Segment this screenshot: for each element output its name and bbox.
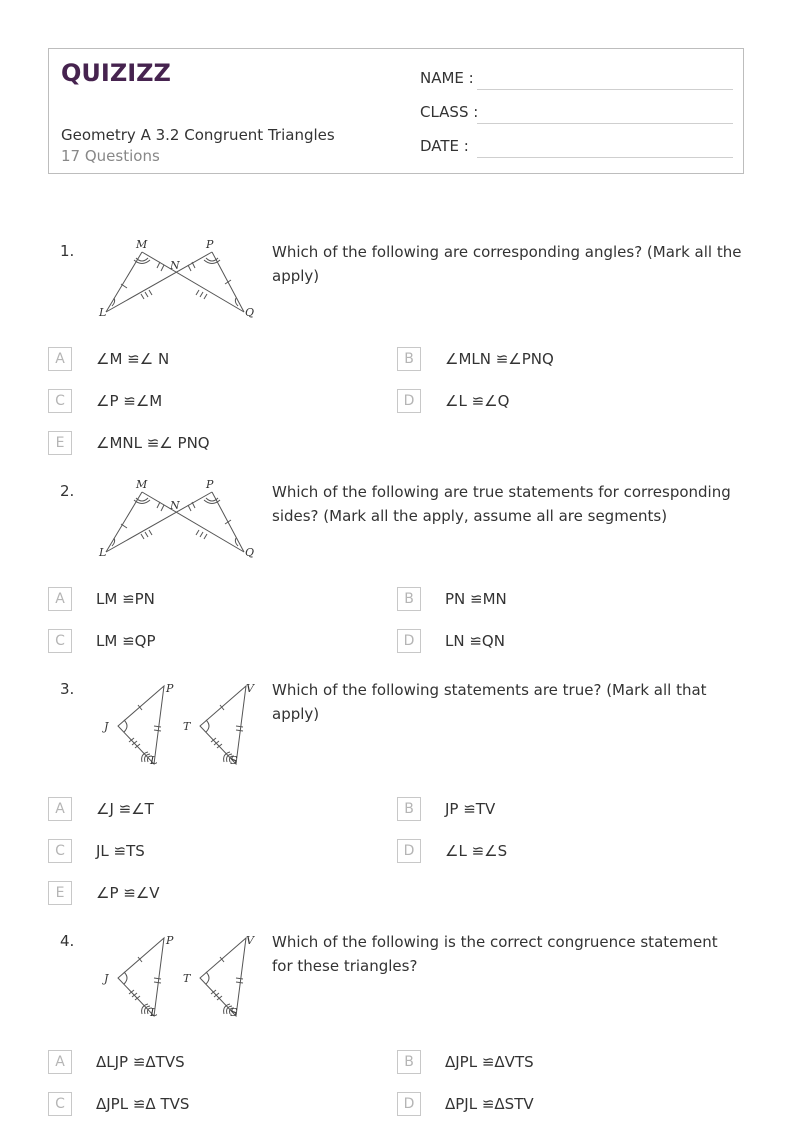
- label-p: P: [206, 478, 214, 491]
- question-2-number: 2.: [60, 482, 75, 500]
- label-v: V: [246, 934, 254, 947]
- q4-option-b-letter[interactable]: B: [397, 1050, 421, 1074]
- name-field[interactable]: [477, 89, 733, 90]
- question-1-text: Which of the following are corresponding angles? (Mark all the apply): [272, 243, 742, 285]
- two-triangles-figure: [96, 676, 266, 776]
- label-j: J: [104, 972, 109, 985]
- label-p: P: [166, 682, 174, 695]
- label-s: S: [230, 1006, 238, 1019]
- label-j: J: [104, 720, 109, 733]
- label-t: T: [183, 720, 191, 733]
- question-3-number: 3.: [60, 680, 75, 698]
- q3-option-a-text[interactable]: ∠J ≌∠T: [96, 800, 154, 818]
- q2-option-c-letter[interactable]: C: [48, 629, 72, 653]
- q4-option-d-letter[interactable]: D: [397, 1092, 421, 1116]
- label-p: P: [206, 238, 214, 251]
- bowtie-triangles-figure: [96, 476, 258, 562]
- q2-option-a-text[interactable]: LM ≌PN: [96, 590, 155, 608]
- q1-option-b-text[interactable]: ∠MLN ≌∠PNQ: [445, 350, 554, 368]
- q3-option-e-text[interactable]: ∠P ≌∠V: [96, 884, 160, 902]
- label-s: S: [230, 754, 238, 767]
- q3-option-b-letter[interactable]: B: [397, 797, 421, 821]
- q1-option-c-letter[interactable]: C: [48, 389, 72, 413]
- q4-option-a-letter[interactable]: A: [48, 1050, 72, 1074]
- q2-option-c-text[interactable]: LM ≌QP: [96, 632, 156, 650]
- question-4-number: 4.: [60, 932, 75, 950]
- label-n: N: [170, 499, 180, 512]
- label-p: P: [166, 934, 174, 947]
- name-label: NAME :: [420, 69, 474, 87]
- worksheet-title: Geometry A 3.2 Congruent Triangles: [61, 126, 335, 144]
- q2-option-a-letter[interactable]: A: [48, 587, 72, 611]
- q1-option-e-text[interactable]: ∠MNL ≌∠ PNQ: [96, 434, 210, 452]
- question-count: 17 Questions: [61, 147, 160, 165]
- quizizz-logo: QUIZIZZ: [61, 59, 171, 87]
- label-q: Q: [245, 546, 255, 559]
- q2-option-b-text[interactable]: PN ≌MN: [445, 590, 507, 608]
- label-n: N: [170, 259, 180, 272]
- q2-option-d-text[interactable]: LN ≌QN: [445, 632, 505, 650]
- q4-option-a-text[interactable]: ΔLJP ≌ΔTVS: [96, 1053, 185, 1071]
- bowtie-triangles-figure: [96, 236, 258, 322]
- q1-option-d-letter[interactable]: D: [397, 389, 421, 413]
- date-label: DATE :: [420, 137, 469, 155]
- q4-option-c-text[interactable]: ΔJPL ≌Δ TVS: [96, 1095, 190, 1113]
- label-q: Q: [245, 306, 255, 319]
- q4-option-c-letter[interactable]: C: [48, 1092, 72, 1116]
- q3-option-c-text[interactable]: JL ≌TS: [96, 842, 145, 860]
- date-field[interactable]: [477, 157, 733, 158]
- q4-option-d-text[interactable]: ΔPJL ≌ΔSTV: [445, 1095, 534, 1113]
- question-4-text: Which of the following is the correct congruence statement for these triangles?: [272, 933, 718, 975]
- q3-option-a-letter[interactable]: A: [48, 797, 72, 821]
- label-l: L: [150, 754, 158, 767]
- q3-option-d-letter[interactable]: D: [397, 839, 421, 863]
- q1-option-a-text[interactable]: ∠M ≌∠ N: [96, 350, 170, 368]
- q1-option-a-letter[interactable]: A: [48, 347, 72, 371]
- q3-option-e-letter[interactable]: E: [48, 881, 72, 905]
- label-l: L: [99, 306, 107, 319]
- label-t: T: [183, 972, 191, 985]
- question-3-text: Which of the following statements are true? (Mark all that apply): [272, 681, 707, 723]
- label-l: L: [99, 546, 107, 559]
- q2-option-d-letter[interactable]: D: [397, 629, 421, 653]
- q2-option-b-letter[interactable]: B: [397, 587, 421, 611]
- q1-option-d-text[interactable]: ∠L ≌∠Q: [445, 392, 510, 410]
- worksheet-header: [48, 48, 744, 174]
- q1-option-e-letter[interactable]: E: [48, 431, 72, 455]
- two-triangles-figure: [96, 928, 266, 1028]
- q3-option-d-text[interactable]: ∠L ≌∠S: [445, 842, 508, 860]
- class-field[interactable]: [477, 123, 733, 124]
- q4-option-b-text[interactable]: ΔJPL ≌ΔVTS: [445, 1053, 534, 1071]
- class-label: CLASS :: [420, 103, 479, 121]
- label-l: L: [150, 1006, 158, 1019]
- q1-option-c-text[interactable]: ∠P ≌∠M: [96, 392, 163, 410]
- question-1-number: 1.: [60, 242, 75, 260]
- question-2-text: Which of the following are true statements for corresponding sides? (Mark all the apply, assume all are segments): [272, 483, 731, 525]
- q3-option-c-letter[interactable]: C: [48, 839, 72, 863]
- q3-option-b-text[interactable]: JP ≌TV: [445, 800, 496, 818]
- q1-option-b-letter[interactable]: B: [397, 347, 421, 371]
- label-m: M: [136, 238, 148, 251]
- label-m: M: [136, 478, 148, 491]
- label-v: V: [246, 682, 254, 695]
